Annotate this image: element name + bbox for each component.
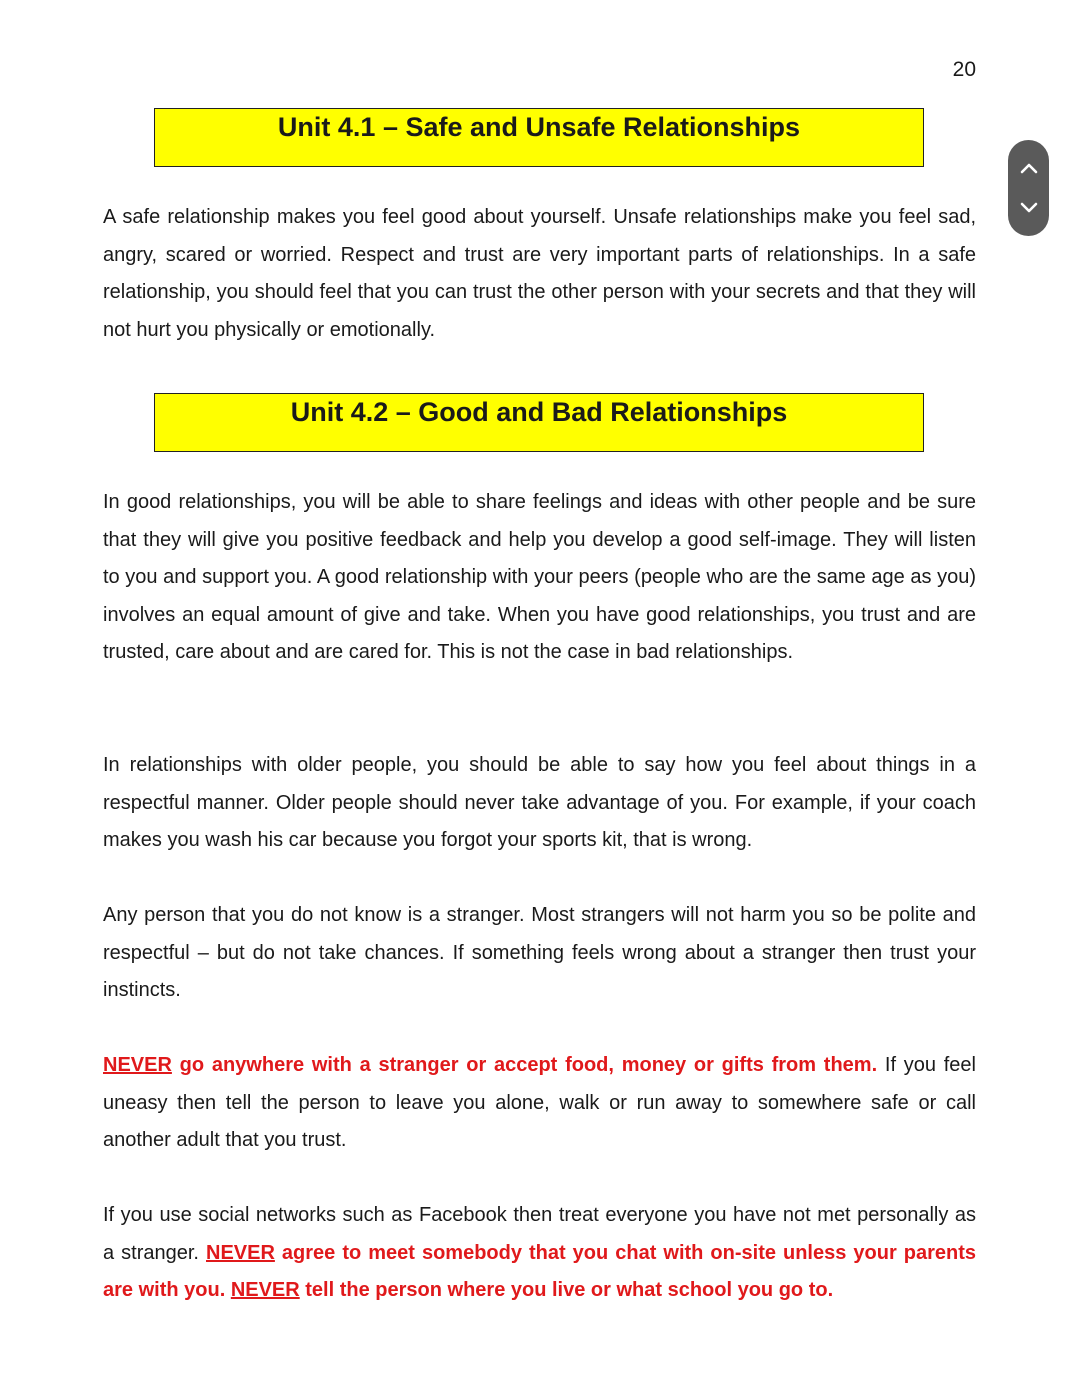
unit-4-2-heading: Unit 4.2 – Good and Bad Relationships [290,397,788,427]
chevron-down-icon [1020,202,1038,214]
never-emphasis: NEVER [103,1054,172,1076]
page-number: 20 [952,58,976,81]
unit-4-1-paragraph: A safe relationship makes you feel good about yourself. Unsafe relationships make you feel sad, angry, scared or worried. Respect and trust are very important parts of relationships. In a safe relationship, you should feel that you can trust the other person with your secrets and that they will not hurt you physically or emotionally. [103,206,976,341]
unit-4-1-heading-box [154,108,924,167]
uneasy-advice-text: If you feel uneasy then tell the person to leave you alone, walk or run away to somewhere safe or call another adult that you trust. [103,1054,976,1152]
stranger-warning-text: go anywhere with a stranger or accept food, money or gifts from them. [171,1054,878,1076]
scroll-up-button[interactable] [1008,148,1049,188]
older-people-paragraph: In relationships with older people, you should be able to say how you feel about things in a respectful manner. Older people should never take advantage of you. For example, if your coach makes you wash his car because you forgot your sports kit, that is wrong. [103,754,976,852]
stranger-paragraph: Any person that you do not know is a stranger. Most strangers will not harm you so be polite and respectful – but do not take chances. If something feels wrong about a stranger then trust your instincts. [103,904,976,1002]
scroll-down-button[interactable] [1008,188,1049,228]
meet-warning-text: agree to meet somebody that you chat with on-site unless your parents are with you. [103,1241,976,1302]
never-go-anywhere-paragraph [103,1047,976,1160]
never-emphasis: NEVER [230,1279,300,1302]
social-networks-intro: If you use social networks such as Facebook then treat everyone you have not met personally as a stranger. [103,1204,976,1264]
unit-4-1-heading: Unit 4.1 – Safe and Unsafe Relationships [277,112,801,142]
page-scroll-control [1008,140,1049,236]
chevron-up-icon [1020,162,1038,174]
never-emphasis: NEVER [206,1241,275,1264]
location-warning-text: tell the person where you live or what school you go to. [299,1279,834,1302]
good-relationships-paragraph: In good relationships, you will be able to share feelings and ideas with other people and be sure that they will give you positive feedback and help you develop a good self-image. They will listen to you and support you. A good relationship with your peers (people who are the same age as you) involves an equal amount of give and take. When you have good relationships, you trust and are trusted, care about and are cared for. This is not the case in bad relationships. [103,491,976,664]
social-networks-paragraph [103,1197,976,1310]
unit-4-2-heading-box [154,393,924,452]
